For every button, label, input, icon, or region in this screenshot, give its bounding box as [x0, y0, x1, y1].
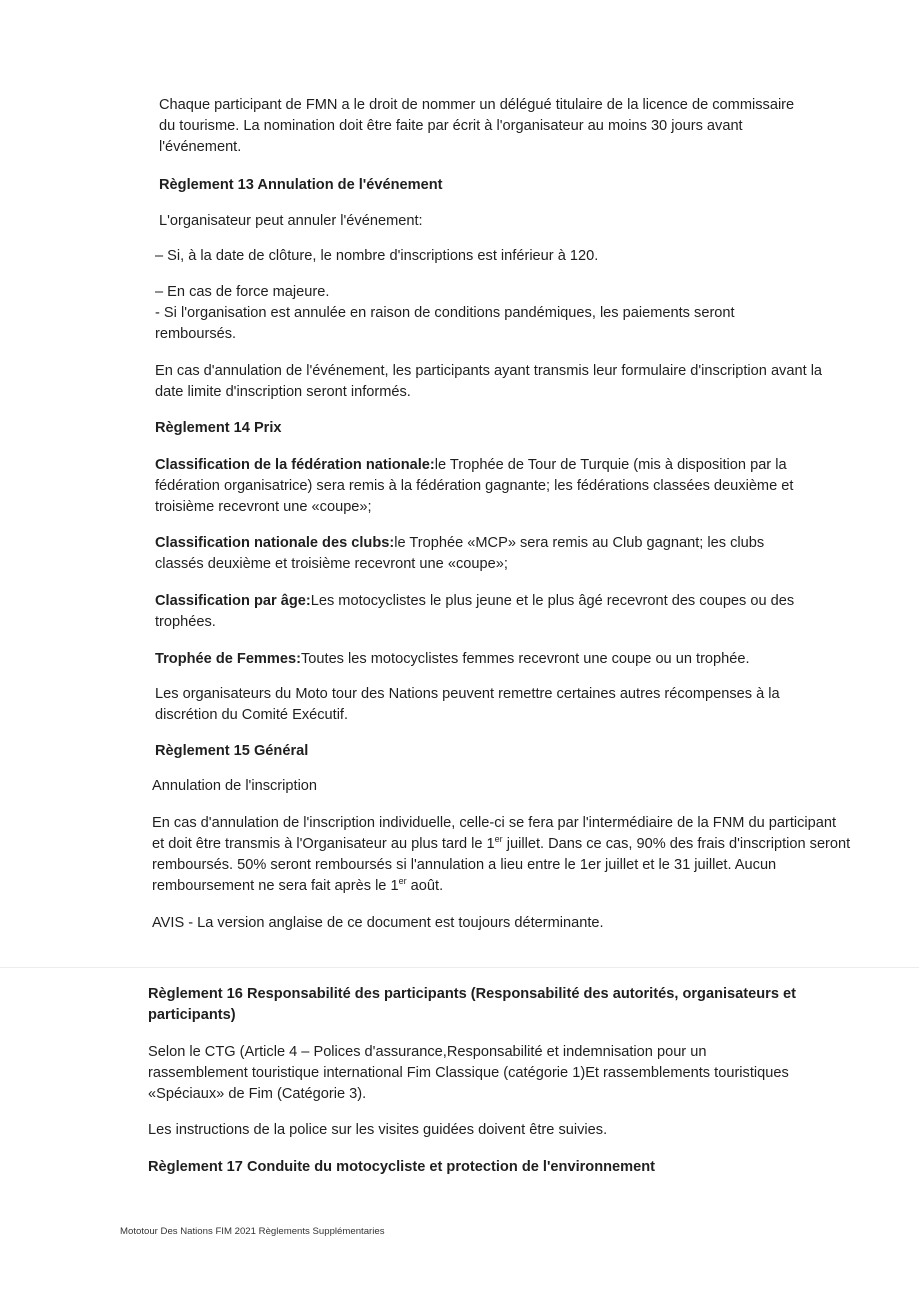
r13-paragraph-1: L'organisateur peut annuler l'événement: [159, 213, 423, 229]
r13-paragraph-3b: - Si l'organisation est annulée en raison de conditions pandémiques, les paiements seront remboursés. [155, 305, 735, 342]
text: Les motocyclistes le plus jeune et le plus âgé recevront des coupes ou des trophées. [155, 593, 795, 630]
r14-classification-federation [155, 455, 845, 518]
r16-paragraph-1: Selon le CTG (Article 4 – Polices d'assurance,Responsabilité et indemnisation pour un rassemblement touristique international Fim Classique (catégorie 1)Et rassemblements touristiques «Spéciaux» de Fim (Catégorie 3). [148, 1044, 789, 1102]
r13-paragraph-3a: – En cas de force majeure. [155, 284, 330, 300]
r14-trophy-women [155, 649, 845, 670]
text-a: En cas d'annulation de l'inscription individuelle, celle-ci se fera par l'intermédiaire de la FNM du participant et doit être transmis à l'Organisateur au plus tard le 1 [152, 815, 837, 852]
page-separator [0, 967, 919, 968]
r14-classification-age [155, 591, 845, 633]
label: Classification par âge: [155, 593, 311, 609]
label: Classification de la fédération nationale: [155, 457, 435, 473]
label: Trophée de Femmes: [155, 651, 301, 667]
r15-paragraph-1 [152, 813, 852, 897]
text-b: juillet. Dans ce cas, 90% des frais d'inscription seront remboursés. 50% seront remboursés si l'annulation a lieu entre le 1er juillet et le 31 juillet. Aucun remboursement ne sera fait après le 1 [152, 836, 851, 894]
sup-1: er [494, 834, 503, 845]
r13-heading: Règlement 13 Annulation de l'événement [159, 177, 443, 193]
label: Classification nationale des clubs: [155, 535, 395, 551]
r15-avis: AVIS - La version anglaise de ce document est toujours déterminante. [152, 915, 604, 931]
page-footer: Mototour Des Nations FIM 2021 Règlements Supplémentaries [120, 1226, 385, 1237]
text: Toutes les motocyclistes femmes recevront une coupe ou un trophée. [300, 651, 750, 667]
text: le Trophée de Tour de Turquie (mis à disposition par la fédération organisatrice) sera remis à la fédération gagnante; les fédérations classées deuxième et troisième recevront une «coupe»; [155, 457, 794, 515]
r14-heading: Règlement 14 Prix [155, 420, 282, 436]
r13-paragraph-2: – Si, à la date de clôture, le nombre d'inscriptions est inférieur à 120. [155, 248, 599, 264]
r13-paragraph-4: En cas d'annulation de l'événement, les participants ayant transmis leur formulaire d'inscription avant la date limite d'inscription seront informés. [155, 363, 823, 400]
r15-heading: Règlement 15 Général [155, 743, 309, 759]
r15-subheading: Annulation de l'inscription [152, 778, 318, 794]
r17-heading: Règlement 17 Conduite du motocycliste et protection de l'environnement [148, 1159, 656, 1175]
text-c: août. [406, 878, 444, 894]
intro-paragraph: Chaque participant de FMN a le droit de nommer un délégué titulaire de la licence de commissaire du tourisme. La nomination doit être faite par écrit à l'organisateur au moins 30 jours avant l'événement. [159, 97, 795, 155]
r16-heading: Règlement 16 Responsabilité des participants (Responsabilité des autorités, organisateurs et participants) [148, 986, 796, 1023]
sup-2: er [398, 876, 407, 887]
r16-paragraph-2: Les instructions de la police sur les visites guidées doivent être suivies. [148, 1122, 608, 1138]
text: le Trophée «MCP» sera remis au Club gagnant; les clubs classés deuxième et troisième recevront une «coupe»; [155, 535, 765, 572]
r14-paragraph-5: Les organisateurs du Moto tour des Nations peuvent remettre certaines autres récompenses à la discrétion du Comité Exécutif. [155, 686, 780, 723]
r14-classification-clubs [155, 533, 815, 575]
